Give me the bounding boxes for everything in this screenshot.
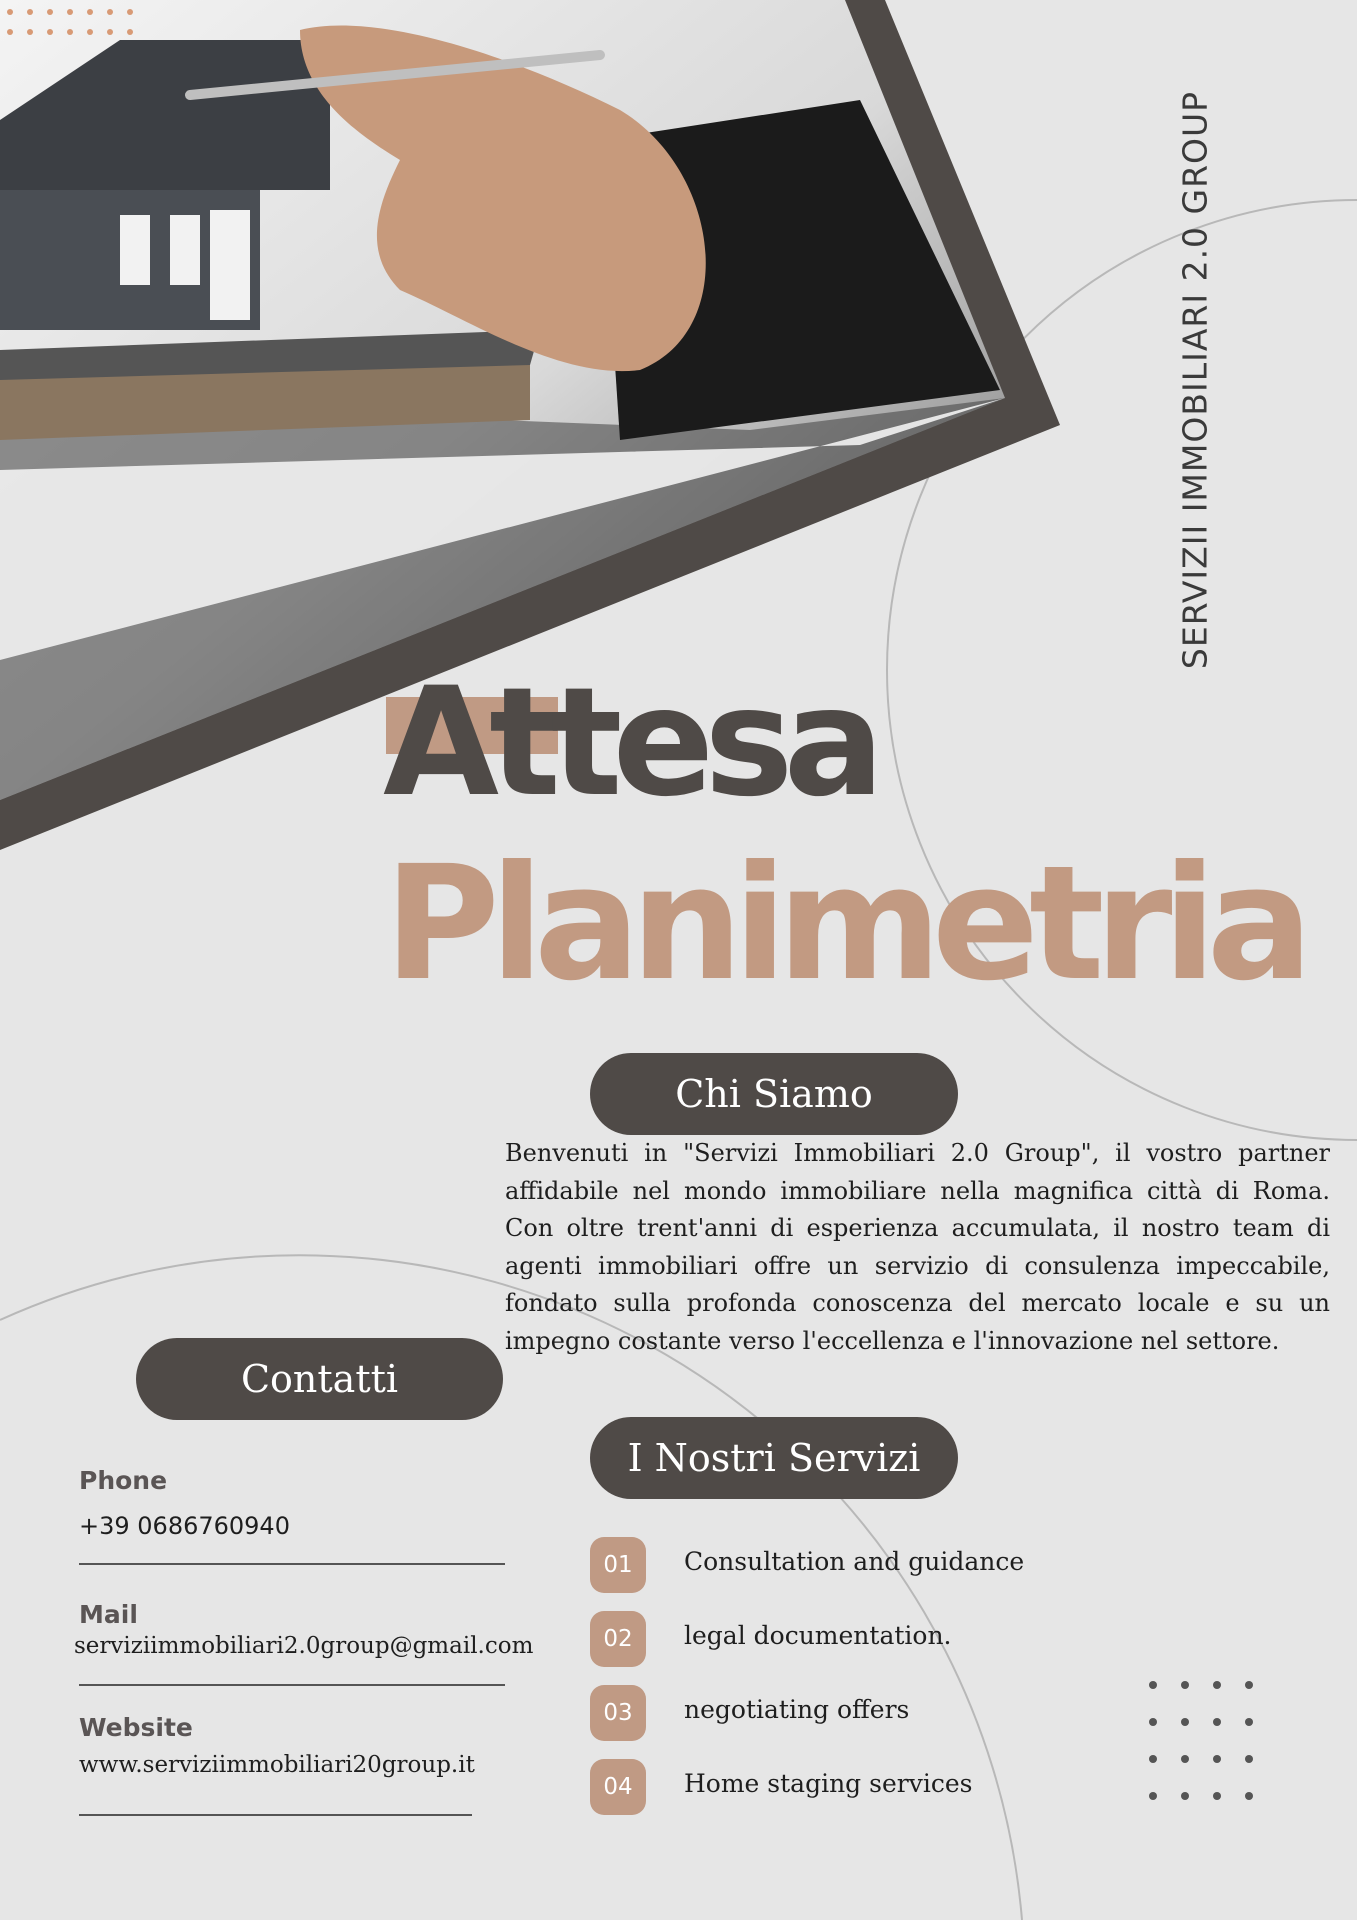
dot [1213, 1681, 1221, 1689]
dot [1149, 1755, 1157, 1763]
dot [1181, 1681, 1189, 1689]
service-item: Home staging services [684, 1769, 973, 1798]
brand-vertical-text: SERVIZII IMMOBILIARI 2.0 GROUP [1175, 90, 1215, 670]
dot [1213, 1792, 1221, 1800]
website-label: Website [79, 1713, 193, 1742]
dot [1245, 1718, 1253, 1726]
dot [1213, 1718, 1221, 1726]
dot [1245, 1755, 1253, 1763]
title-line-1: Attesa [383, 656, 875, 830]
mail-value[interactable]: serviziimmobiliari2.0group@gmail.com [74, 1633, 534, 1659]
divider [79, 1814, 472, 1816]
service-item: legal documentation. [684, 1621, 952, 1650]
phone-label: Phone [79, 1466, 168, 1495]
phone-value[interactable]: +39 0686760940 [79, 1512, 290, 1540]
dot [1149, 1792, 1157, 1800]
servizi-heading: I Nostri Servizi [590, 1417, 958, 1499]
dot [1213, 1755, 1221, 1763]
chi-siamo-heading: Chi Siamo [590, 1053, 958, 1135]
title-line-2: Planimetria [384, 832, 1304, 1016]
website-value[interactable]: www.serviziimmobiliari20group.it [79, 1752, 475, 1778]
dot [1149, 1681, 1157, 1689]
dot [1181, 1792, 1189, 1800]
service-number-badge: 02 [590, 1611, 646, 1667]
service-number-badge: 04 [590, 1759, 646, 1815]
divider [79, 1684, 505, 1686]
contatti-heading: Contatti [136, 1338, 503, 1420]
service-item: Consultation and guidance [684, 1547, 1025, 1576]
dot [1181, 1718, 1189, 1726]
about-paragraph: Benvenuti in "Servizi Immobiliari 2.0 Group", il vostro partner affidabile nel mondo immobiliare nella magnifica città di Roma. Con oltre trent'anni di esperienza accumulata, il nostro team di agenti immobiliari offre un servizio di consulenza impeccabile, fondato sulla profonda conoscenza del mercato locale e su un impegno costante verso l'eccellenza e l'innovazione nel settore. [505, 1139, 1330, 1355]
dot [1245, 1681, 1253, 1689]
dot [1181, 1755, 1189, 1763]
mail-label: Mail [79, 1600, 138, 1629]
dot [1245, 1792, 1253, 1800]
service-number-badge: 01 [590, 1537, 646, 1593]
dot [1149, 1718, 1157, 1726]
divider [79, 1563, 505, 1565]
service-number-badge: 03 [590, 1685, 646, 1741]
service-item: negotiating offers [684, 1695, 910, 1724]
